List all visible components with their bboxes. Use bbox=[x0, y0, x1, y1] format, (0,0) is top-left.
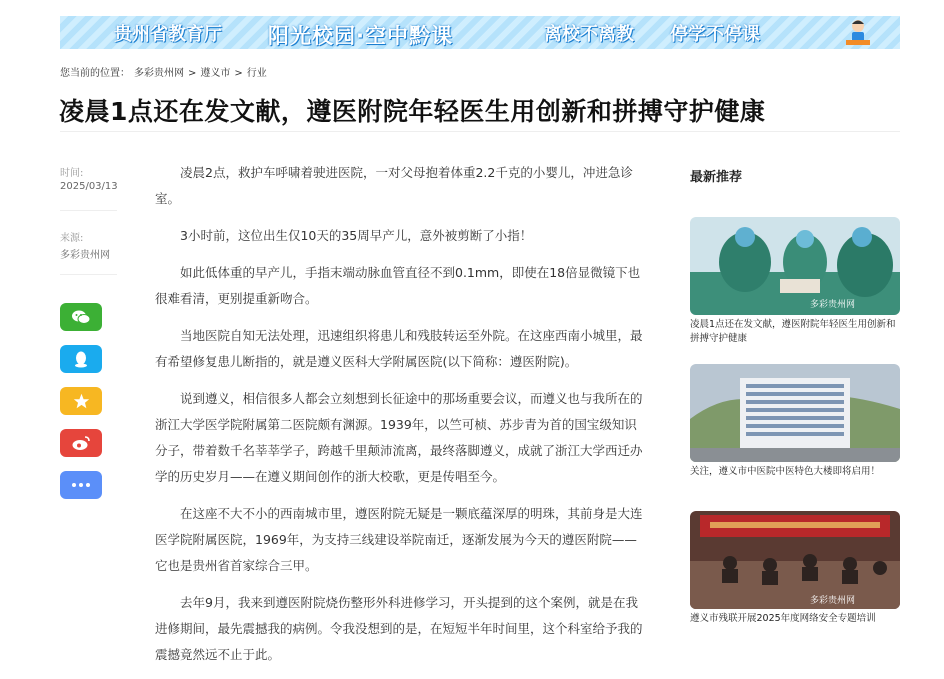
share-qq-button[interactable] bbox=[60, 345, 102, 373]
source-value: 多彩贵州网 bbox=[60, 250, 110, 261]
article-body bbox=[155, 160, 645, 679]
meta-divider bbox=[60, 210, 117, 211]
share-more-button[interactable] bbox=[60, 471, 102, 499]
image-watermark: 多彩贵州网 bbox=[810, 300, 856, 310]
paragraph: 去年9月，我来到遵医附院烧伤整形外科进修学习，开头提到的这个案例，就是在我进修期间，最先震撼我的病例。令我没想到的是，在短短半年时间里，这个科室给予我的震撼竟然远不止于此。 bbox=[155, 595, 643, 662]
recommend-card-1-image[interactable] bbox=[690, 217, 900, 315]
article-title: 凌晨1点还在发文献，遵医附院年轻医生用创新和拼搏守护健康 bbox=[59, 97, 766, 126]
publish-date: 2025/03/13 bbox=[60, 181, 118, 192]
time-label: 时间: bbox=[60, 168, 84, 179]
share-qzone-button[interactable] bbox=[60, 387, 102, 415]
breadcrumb-separator: > bbox=[188, 68, 197, 79]
qzone-star-icon bbox=[73, 393, 90, 409]
recommend-card-1-caption[interactable]: 凌晨1点还在发文献，遵医附院年轻医生用创新和拼搏守护健康 bbox=[690, 319, 896, 344]
image-watermark: 多彩贵州网 bbox=[810, 596, 856, 606]
paragraph: 说到遵义，相信很多人都会立刻想到长征途中的那场重要会议，而遵义也与我所在的浙江大学医学院附属第二医院颇有渊源。1939年，以竺可桢、苏步青为首的国宝级知识分子，带着数千名莘莘学子，跨越千里颠沛流离，最终落脚遵义，成就了浙江大学西迁办学的历史岁月——在遵义期间创作的浙大校歌，更是传唱至今。 bbox=[155, 391, 643, 484]
recommend-card-2-image[interactable] bbox=[690, 364, 900, 462]
breadcrumb-prefix: 您当前的位置： bbox=[60, 68, 130, 79]
share-wechat-button[interactable] bbox=[60, 303, 102, 331]
paragraph: 如此低体重的早产儿，手指末端动脉血管直径不到0.1mm，即使在18倍显微镜下也很难看清，更别提重新吻合。 bbox=[155, 265, 641, 306]
paragraph: 凌晨2点，救护车呼啸着驶进医院，一对父母抱着体重2.2千克的小婴儿，冲进急诊室。 bbox=[155, 165, 633, 206]
recommend-card-3-image[interactable] bbox=[690, 511, 900, 609]
qq-icon bbox=[74, 351, 88, 368]
more-icon bbox=[72, 483, 90, 487]
breadcrumb-home-link[interactable]: 多彩贵州网 bbox=[134, 68, 184, 79]
title-divider bbox=[60, 131, 900, 132]
recommend-card-2-caption[interactable]: 关注，遵义市中医院中医特色大楼即将启用！ bbox=[690, 466, 881, 477]
breadcrumb-city-link[interactable]: 遵义市 bbox=[200, 68, 231, 79]
paragraph: 3小时前，这位出生仅10天的35周早产儿，意外被剪断了小指！ bbox=[180, 228, 533, 243]
source-label: 来源: bbox=[60, 233, 84, 244]
recommend-card-3-caption[interactable]: 遵义市残联开展2025年度网络安全专题培训 bbox=[690, 613, 876, 624]
banner-slogan-2: 停学不停课 bbox=[670, 24, 760, 45]
sidebar-title: 最新推荐 bbox=[690, 170, 743, 185]
share-weibo-button[interactable] bbox=[60, 429, 102, 457]
banner-campaign: 阳光校园·空中黔课 bbox=[268, 24, 453, 48]
top-banner[interactable] bbox=[60, 16, 900, 49]
breadcrumb bbox=[60, 64, 271, 79]
banner-dept: 贵州省教育厅 bbox=[114, 24, 222, 45]
weibo-icon bbox=[71, 435, 91, 451]
breadcrumb-category-link[interactable]: 行业 bbox=[246, 68, 267, 79]
student-mascot-icon bbox=[844, 18, 872, 47]
meta-divider bbox=[60, 274, 117, 275]
paragraph: 当地医院自知无法处理，迅速组织将患儿和残肢转运至外院。在这座西南小城里，最有希望修复患儿断指的，就是遵义医科大学附属医院(以下简称：遵医附院)。 bbox=[155, 328, 643, 369]
breadcrumb-separator: > bbox=[234, 68, 243, 79]
wechat-icon bbox=[71, 309, 91, 325]
paragraph: 在这座不大不小的西南城市里，遵医附院无疑是一颗底蕴深厚的明珠，其前身是大连医学院附属医院，1969年，为支持三线建设举院南迁，逐渐发展为今天的遵医附院——它也是贵州省首家综合三甲。 bbox=[155, 506, 643, 573]
banner-slogan-1: 离校不离教 bbox=[544, 24, 634, 45]
